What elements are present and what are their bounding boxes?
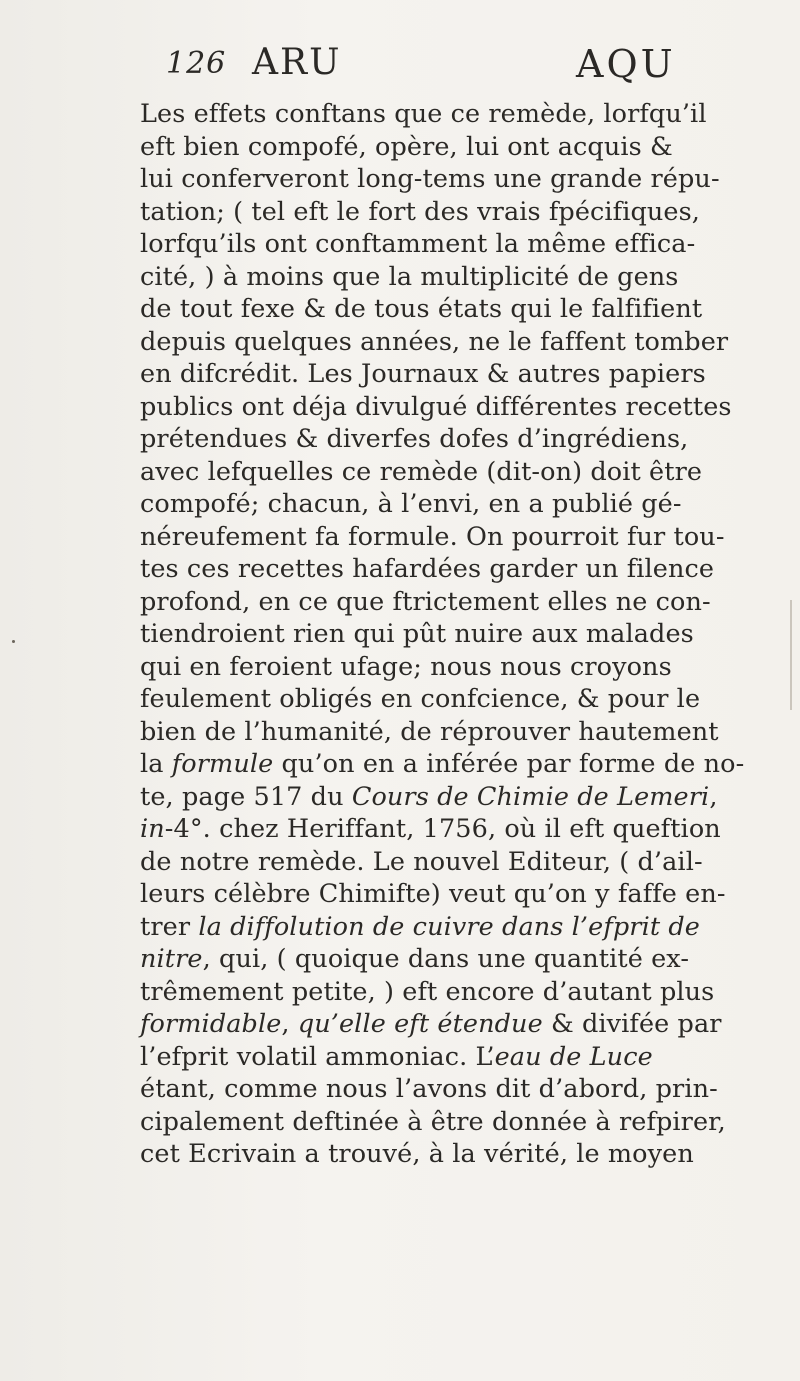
text-segment: tiendroient rien qui pût nuire aux malades — [140, 619, 694, 649]
text-line — [140, 326, 792, 359]
text-segment: de tout fexe & de tous états qui le falfifient — [140, 294, 703, 324]
italic-text-segment: nitre — [140, 944, 203, 974]
text-segment: cipalement deftinée à être donnée à refpirer, — [140, 1106, 726, 1137]
italic-text-segment: la diffolution de cuivre dans l’efprit de — [198, 911, 701, 942]
text-line — [140, 1041, 792, 1074]
text-line — [140, 1008, 792, 1041]
text-segment: lui conferveront long-tems une grande répu- — [140, 164, 720, 194]
text-line — [140, 553, 792, 586]
text-line — [140, 716, 792, 749]
text-line — [140, 683, 792, 716]
page-number: 126 — [166, 46, 227, 81]
text-line — [140, 911, 792, 944]
text-line — [140, 1106, 792, 1139]
text-line — [140, 358, 792, 391]
text-line — [140, 98, 792, 131]
text-line — [140, 586, 792, 619]
text-segment: leurs célèbre Chimifte) veut qu’on y faffe en- — [140, 879, 726, 909]
text-segment: publics ont déja divulgué différentes recettes — [140, 391, 732, 422]
text-line — [140, 846, 792, 879]
text-segment: en difcrédit. Les Journaux & autres papiers — [140, 359, 706, 389]
text-segment: & divifée par — [542, 1009, 722, 1039]
text-segment: tation; ( tel eft le fort des vrais fpécifiques, — [140, 196, 701, 227]
text-segment: -4°. chez Heriffant, 1756, où il eft queftion — [164, 814, 721, 844]
text-line — [140, 228, 792, 261]
text-line — [140, 196, 792, 229]
text-line — [140, 456, 792, 489]
text-segment: tes ces recettes hafardées garder un filence — [140, 554, 715, 584]
text-line — [140, 976, 792, 1009]
text-line — [140, 618, 792, 651]
text-segment: bien de l’humanité, de réprouver hautement — [140, 716, 719, 747]
page-edge-mark — [790, 600, 792, 710]
text-segment: , — [281, 1009, 298, 1039]
right-heading: AQU — [576, 42, 676, 86]
text-line — [140, 423, 792, 456]
text-segment: trêmement petite, ) eft encore d’autant plus — [140, 976, 715, 1007]
text-line — [140, 391, 792, 424]
text-line — [140, 521, 792, 554]
paper-speck — [12, 640, 15, 643]
italic-text-segment: eau de Luce — [494, 1041, 653, 1072]
running-head — [166, 40, 786, 86]
text-segment: feulement obligés en confcience, & pour le — [140, 684, 701, 714]
text-segment: compofé; chacun, à l’envi, en a publié gé- — [140, 489, 682, 519]
text-line — [140, 943, 792, 976]
italic-text-segment: formidable — [140, 1009, 282, 1039]
text-segment: étant, comme nous l’avons dit d’abord, prin- — [140, 1074, 718, 1104]
text-segment: cité, ) à moins que la multiplicité de gens — [140, 261, 679, 292]
text-segment: trer — [140, 911, 199, 942]
text-segment: néreufement fa formule. On pourroit fur tou- — [140, 521, 725, 552]
text-line — [140, 651, 792, 684]
text-line — [140, 1138, 792, 1171]
text-line — [140, 781, 792, 814]
text-segment: l’efprit volatil ammoniac. L’ — [140, 1041, 495, 1072]
text-segment: la — [140, 749, 172, 779]
italic-text-segment: in — [140, 814, 165, 844]
text-segment: depuis quelques années, ne le faffent tomber — [140, 326, 729, 357]
text-line — [140, 163, 792, 196]
text-line — [140, 878, 792, 911]
body-text — [140, 98, 792, 1171]
text-segment: Les effets conftans que ce remède, lorfqu’il — [140, 99, 707, 129]
left-heading: ARU — [252, 42, 342, 83]
text-line — [140, 1073, 792, 1106]
text-segment: , — [709, 781, 718, 812]
italic-text-segment: Cours de Chimie de Lemeri — [351, 781, 710, 812]
text-segment: prétendues & diverfes dofes d’ingrédiens, — [140, 424, 689, 454]
text-segment: qu’on en a inférée par forme de no- — [273, 749, 745, 779]
text-segment: profond, en ce que ftrictement elles ne con- — [140, 586, 711, 617]
text-line — [140, 488, 792, 521]
text-segment: cet Ecrivain a trouvé, à la vérité, le moyen — [140, 1139, 694, 1169]
text-segment: de notre remède. Le nouvel Editeur, ( d’ail- — [140, 846, 703, 877]
italic-text-segment: formule — [171, 749, 274, 779]
text-segment: avec lefquelles ce remède (dit-on) doit être — [140, 456, 703, 487]
text-segment: te, page 517 du — [140, 781, 352, 812]
text-line — [140, 293, 792, 326]
text-line — [140, 813, 792, 846]
text-line — [140, 261, 792, 294]
text-segment: , qui, ( quoique dans une quantité ex- — [202, 944, 690, 974]
text-segment: qui en feroient ufage; nous nous croyons — [140, 651, 672, 682]
text-segment: eft bien compofé, opère, lui ont acquis & — [140, 131, 673, 162]
text-segment: lorfqu’ils ont conftamment la même effica- — [140, 229, 696, 259]
text-line — [140, 748, 792, 781]
italic-text-segment: qu’elle eft étendue — [297, 1009, 543, 1039]
text-line — [140, 131, 792, 164]
